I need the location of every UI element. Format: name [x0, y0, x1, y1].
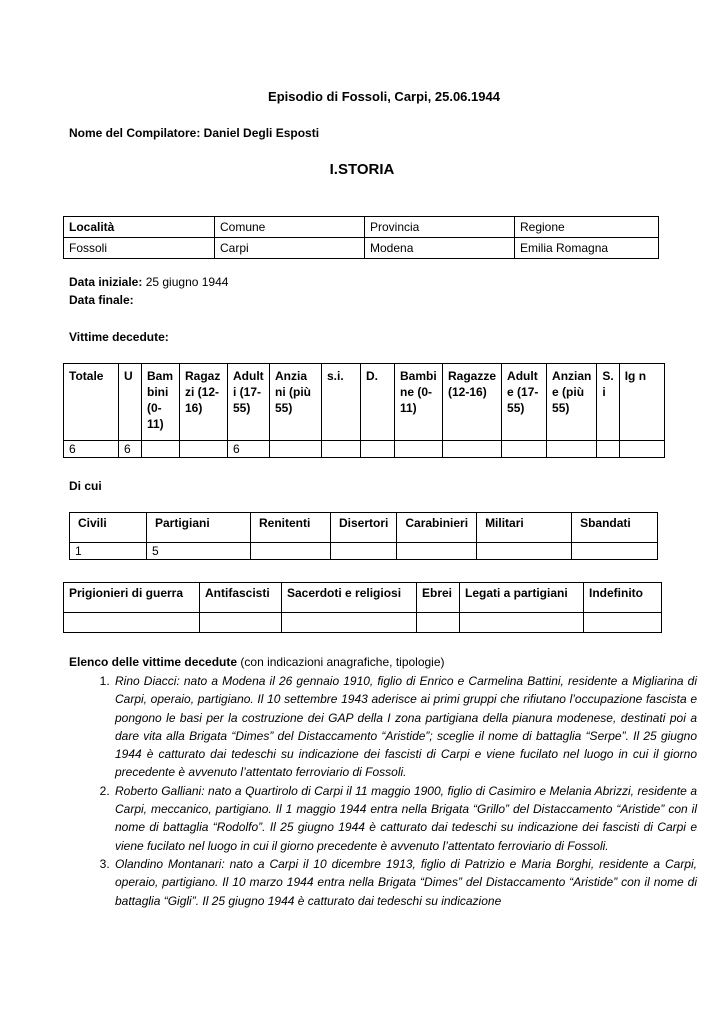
start-date-label: Data iniziale: [69, 275, 143, 289]
vittime-header-cell: Ragazze (12-16) [443, 364, 502, 441]
di-cui-2-header-cell: Prigionieri di guerra [64, 583, 200, 613]
location-value-row [64, 238, 659, 259]
section-heading: I.STORIA [329, 161, 395, 178]
location-value-cell: Emilia Romagna [515, 238, 659, 259]
elenco-heading-bold: Elenco delle vittime decedute [69, 655, 238, 669]
vittime-value-cell: 6 [119, 441, 142, 458]
location-header-cell: Comune [215, 217, 365, 238]
vittime-value-cell [547, 441, 597, 458]
elenco-heading-rest: (con indicazioni anagrafiche, tipologie) [237, 655, 445, 669]
di-cui-2-header-cell: Legati a partigiani [460, 583, 584, 613]
end-date-label: Data finale: [69, 293, 134, 307]
di-cui-2-value-cell [460, 613, 584, 633]
elenco-heading [69, 655, 445, 669]
location-value-cell: Modena [365, 238, 515, 259]
di-cui-1-header-cell: Militari [477, 513, 572, 543]
vittime-header-row [64, 364, 665, 441]
di-cui-table-1 [69, 512, 658, 560]
start-date-value: 25 giugno 1944 [145, 275, 229, 289]
di-cui-1-value-cell [572, 543, 658, 560]
vittime-header-cell: s.i. [322, 364, 361, 441]
start-date [69, 275, 228, 289]
location-header-row [64, 217, 659, 238]
di-cui-2-value-cell [282, 613, 417, 633]
di-cui-1-header-cell: Civili [70, 513, 147, 543]
vittime-value-cell [180, 441, 228, 458]
di-cui-2-value-cell [200, 613, 282, 633]
vittime-header-cell: Adult e (17- 55) [502, 364, 547, 441]
victim-list [69, 672, 697, 910]
location-header-cell: Località [64, 217, 215, 238]
di-cui-2-header-cell: Sacerdoti e religiosi [282, 583, 417, 613]
vittime-header-cell: U [119, 364, 142, 441]
vittime-header-cell: Bam bini (0- 11) [142, 364, 180, 441]
di-cui-2-header-cell: Antifascisti [200, 583, 282, 613]
vittime-value-cell [597, 441, 619, 458]
location-header-cell: Provincia [365, 217, 515, 238]
di-cui-2-value-row [64, 613, 662, 633]
vittime-value-cell [619, 441, 664, 458]
vittime-value-cell [502, 441, 547, 458]
di-cui-1-header-cell: Disertori [331, 513, 397, 543]
vittime-heading: Vittime decedute: [69, 330, 169, 344]
vittime-header-cell: D. [361, 364, 395, 441]
victim-list-item: 1. Rino Diacci: nato a Modena il 26 gennaio 1910, figlio di Enrico e Carmelina Battini, residente a Migliarina di Carpi, operaio, partigiano. Il 10 settembre 1943 aderisce ai primi gruppi che rifiutano l’occupazione fascista e pongono le basi per la costruzione dei GAP della I zona partigiana della pianura modenese, destinati poi a dare vita alla Brigata “Dimes” del Distaccamento “Aristide”; sceglie il nome di battaglia “Serpe”. Il 25 giugno 1944 è catturato dai tedeschi su indicazione dei fascisti di Carpi e viene fucilato nel luogo in cui il giorno precedente è avvenuto l’attentato ferroviario di Fossoli. [113, 672, 697, 782]
vittime-value-cell: 6 [228, 441, 270, 458]
location-table [63, 216, 659, 259]
vittime-header-cell: Bambi ne (0- 11) [395, 364, 443, 441]
vittime-header-cell: Ragaz zi (12- 16) [180, 364, 228, 441]
di-cui-1-value-cell [331, 543, 397, 560]
vittime-header-cell: Totale [64, 364, 119, 441]
di-cui-2-header-cell: Ebrei [417, 583, 460, 613]
di-cui-2-value-cell [417, 613, 460, 633]
vittime-value-cell [361, 441, 395, 458]
di-cui-1-header-cell: Renitenti [251, 513, 331, 543]
location-value-cell: Carpi [215, 238, 365, 259]
compiler-name: Nome del Compilatore: Daniel Degli Esposti [69, 126, 320, 140]
di-cui-table-2 [63, 582, 662, 633]
vittime-value-cell [270, 441, 322, 458]
di-cui-1-header-row [70, 513, 658, 543]
di-cui-1-header-cell: Partigiani [147, 513, 251, 543]
vittime-header-cell: Anzia ni (più 55) [270, 364, 322, 441]
vittime-header-cell: Ig n [619, 364, 664, 441]
di-cui-1-header-cell: Carabinieri [397, 513, 477, 543]
di-cui-2-header-row [64, 583, 662, 613]
di-cui-1-value-cell [251, 543, 331, 560]
di-cui-2-value-cell [584, 613, 662, 633]
di-cui-2-value-cell [64, 613, 200, 633]
document-title: Episodio di Fossoli, Carpi, 25.06.1944 [268, 89, 500, 104]
di-cui-1-value-cell: 5 [147, 543, 251, 560]
di-cui-heading: Di cui [69, 479, 102, 493]
vittime-value-cell [142, 441, 180, 458]
vittime-value-cell: 6 [64, 441, 119, 458]
location-header-cell: Regione [515, 217, 659, 238]
di-cui-1-value-cell: 1 [70, 543, 147, 560]
vittime-value-cell [395, 441, 443, 458]
location-value-cell: Fossoli [64, 238, 215, 259]
di-cui-2-header-cell: Indefinito [584, 583, 662, 613]
vittime-value-cell [443, 441, 502, 458]
vittime-header-cell: Anzian e (più 55) [547, 364, 597, 441]
di-cui-1-value-row [70, 543, 658, 560]
vittime-value-row [64, 441, 665, 458]
vittime-header-cell: S. i [597, 364, 619, 441]
vittime-value-cell [322, 441, 361, 458]
di-cui-1-value-cell [477, 543, 572, 560]
di-cui-1-header-cell: Sbandati [572, 513, 658, 543]
victim-list-item: 2. Roberto Galliani: nato a Quartirolo di Carpi il 11 maggio 1900, figlio di Casimiro e Melania Abrizzi, residente a Carpi, meccanico, partigiano. Il 1 maggio 1944 entra nella Brigata “Grillo” del Distaccamento “Aristide” con il nome di battaglia “Rodolfo”. Il 25 giugno 1944 è catturato dai tedeschi su indicazione dei fascisti di Carpi e viene fucilato nel luogo in cui il giorno precedente è avvenuto l’attentato ferroviario di Fossoli. [113, 782, 697, 855]
vittime-table [63, 363, 665, 458]
victim-list-item: 3. Olandino Montanari: nato a Carpi il 10 dicembre 1913, figlio di Patrizio e Maria Borghi, residente a Carpi, operaio, partigiano. Il 10 marzo 1944 entra nella Brigata “Dimes” del Distaccamento “Aristide” con il nome di battaglia “Gigli”. Il 25 giugno 1944 è catturato dai tedeschi su indicazione [113, 855, 697, 910]
di-cui-1-value-cell [397, 543, 477, 560]
vittime-header-cell: Adult i (17- 55) [228, 364, 270, 441]
